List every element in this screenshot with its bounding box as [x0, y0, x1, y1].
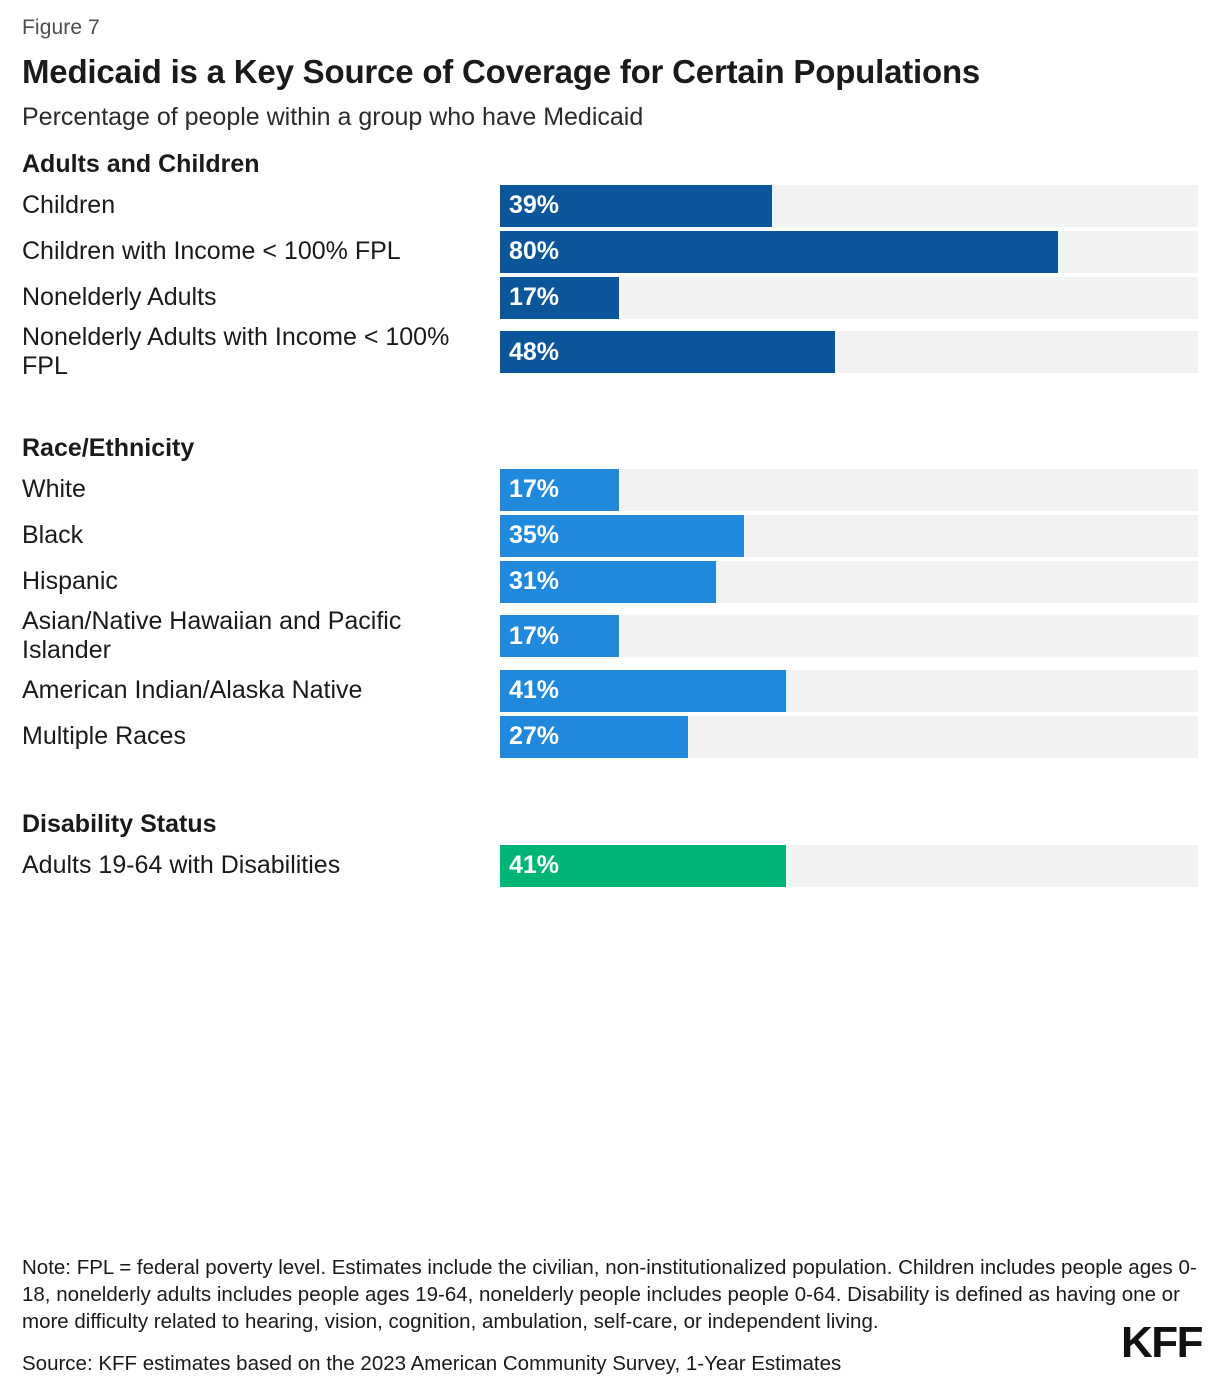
section-spacer [22, 762, 1198, 796]
bar-fill [500, 845, 786, 887]
bar-row-label: Adults 19-64 with Disabilities [22, 850, 341, 879]
bar-fill [500, 561, 716, 603]
bar-row [22, 277, 1198, 319]
bar-row-label: Children [22, 190, 116, 219]
bar-group-race-ethnicity [22, 469, 1198, 758]
bar-value-label: 48% [509, 337, 560, 366]
bar-value-label: 17% [509, 621, 560, 650]
footnote-text: Note: FPL = federal poverty level. Estimates include the civilian, non-institutionalized population. Children includes people ages 0-18, nonelderly adults includes people ages 19-64, nonelderly people includes people 0-64. Disability is defined as having one or more difficulty related to hearing, vision, cognition, ambulation, self-care, or independent living. [22, 1256, 1197, 1334]
section-spacer [22, 386, 1198, 420]
bar-row [22, 469, 1198, 511]
chart-subtitle: Percentage of people within a group who have Medicaid [22, 102, 644, 131]
bar-row [22, 845, 1198, 887]
bar-row [22, 231, 1198, 273]
bar-fill [500, 231, 1058, 273]
bar-track [500, 716, 1198, 758]
bar-track [500, 331, 1198, 373]
bar-row [22, 561, 1198, 603]
bar-row-label: White [22, 474, 86, 503]
bar-fill [500, 615, 619, 657]
section-heading-disability-status: Disability Status [22, 809, 217, 838]
bar-fill [500, 185, 772, 227]
bar-track [500, 845, 1198, 887]
bar-fill [500, 716, 688, 758]
bar-track [500, 561, 1198, 603]
bar-row-label: Asian/Native Hawaiian and Pacific Islander [22, 606, 402, 665]
section-heading-race-ethnicity: Race/Ethnicity [22, 433, 195, 462]
page-title: Medicaid is a Key Source of Coverage for Certain Populations [22, 53, 981, 90]
bar-value-label: 31% [509, 567, 560, 596]
bar-row [22, 185, 1198, 227]
bar-value-label: 27% [509, 722, 560, 751]
bar-track [500, 231, 1198, 273]
bar-row-label: Nonelderly Adults with Income < 100% FPL [22, 322, 450, 381]
bar-track [500, 277, 1198, 319]
bar-row-label: Hispanic [22, 566, 118, 595]
bar-value-label: 17% [509, 475, 560, 504]
chart-footer [22, 1254, 1198, 1378]
bar-row-label: Multiple Races [22, 721, 186, 750]
bar-row-label: Nonelderly Adults [22, 282, 217, 311]
bar-fill [500, 670, 786, 712]
bar-value-label: 41% [509, 676, 560, 705]
bar-track [500, 469, 1198, 511]
bar-track [500, 185, 1198, 227]
bar-fill [500, 277, 619, 319]
bar-row-label: American Indian/Alaska Native [22, 675, 363, 704]
bar-value-label: 41% [509, 851, 560, 880]
bar-track [500, 670, 1198, 712]
bar-value-label: 17% [509, 283, 560, 312]
bar-row [22, 515, 1198, 557]
figure-label: Figure 7 [22, 16, 100, 39]
bar-row-label: Black [22, 520, 84, 549]
bar-value-label: 35% [509, 521, 560, 550]
bar-row [22, 670, 1198, 712]
bar-fill [500, 331, 835, 373]
bar-fill [500, 469, 619, 511]
kff-logo: KFF [1120, 1318, 1202, 1367]
bar-row [22, 323, 1198, 382]
bar-row [22, 716, 1198, 758]
bar-value-label: 39% [509, 191, 560, 220]
section-heading-adults-and-children: Adults and Children [22, 149, 260, 178]
bar-group-disability-status [22, 845, 1198, 887]
bar-row-label: Children with Income < 100% FPL [22, 236, 401, 265]
bar-row [22, 607, 1198, 666]
bar-group-adults-and-children [22, 185, 1198, 382]
bar-track [500, 515, 1198, 557]
source-text: Source: KFF estimates based on the 2023 American Community Survey, 1-Year Estimates [22, 1352, 842, 1376]
bar-track [500, 615, 1198, 657]
bar-fill [500, 515, 744, 557]
bar-value-label: 80% [509, 237, 560, 266]
